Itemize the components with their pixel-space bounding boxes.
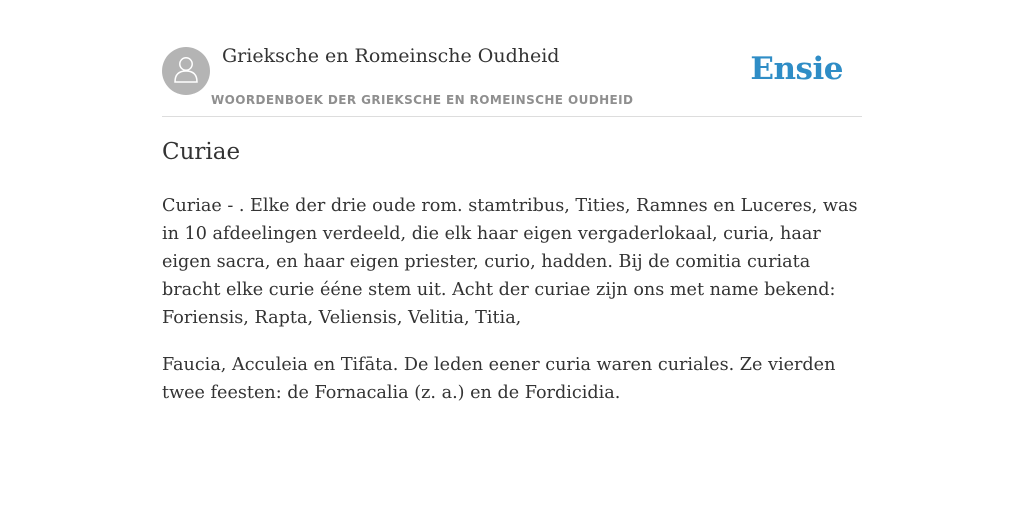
source-title-link[interactable]: Grieksche en Romeinsche Oudheid [222, 45, 560, 67]
entry-paragraph: Curiae - . Elke der drie oude rom. stamtribus, Tities, Ramnes en Luceres, was in 10 afdeelingen verdeeld, die elk haar eigen vergaderlokaal, curia, haar eigen sacra, en haar eigen priester, curio, hadden. Bij de comitia curiata bracht elke curie ééne stem uit. Acht der curiae zijn ons met name bekend: Foriensis, Rapta, Veliensis, Velitia, Titia, [162, 196, 858, 328]
entry-title: Curiae [162, 139, 241, 165]
source-subtitle: WOORDENBOEK DER GRIEKSCHE EN ROMEINSCHE OUDHEID [211, 93, 634, 107]
avatar[interactable] [162, 47, 210, 95]
entry-content [162, 192, 862, 426]
entry-paragraph: Faucia, Acculeia en Tifāta. De leden eener curia waren curiales. Ze vierden twee feesten: de Fornacalia (z. a.) en de Fordicidia. [162, 355, 836, 403]
header [162, 0, 862, 117]
ensie-logo-link[interactable]: Ensie [750, 51, 843, 87]
user-icon [173, 55, 199, 88]
